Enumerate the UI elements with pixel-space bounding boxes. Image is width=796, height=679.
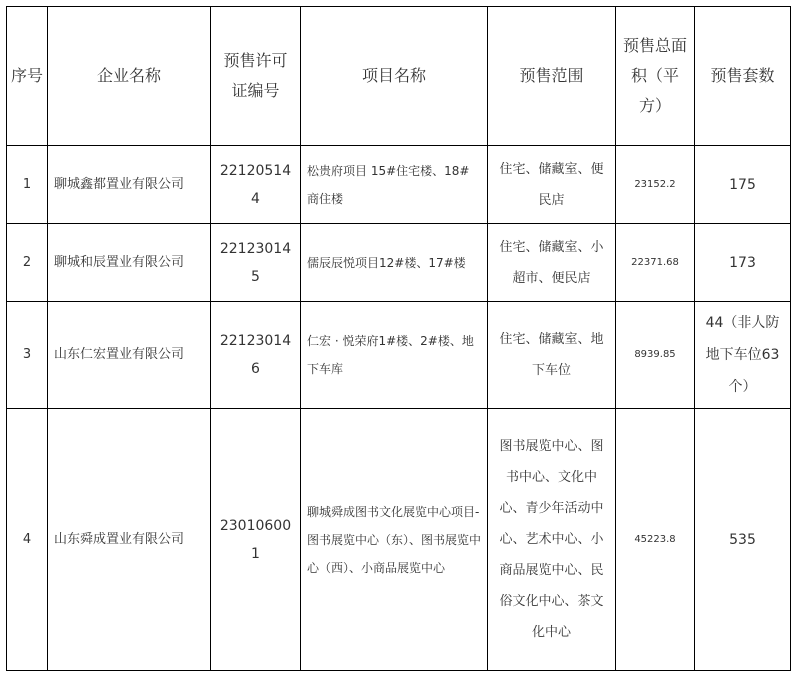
table-row <box>7 409 791 671</box>
cell-permit: 221230146 <box>211 302 301 409</box>
cell-scope: 住宅、储藏室、地下车位 <box>488 302 616 409</box>
cell-permit: 221230145 <box>211 224 301 302</box>
cell-seq: 2 <box>7 224 48 302</box>
cell-area: 23152.2 <box>616 146 695 224</box>
cell-units: 173 <box>695 224 791 302</box>
cell-units: 535 <box>695 409 791 671</box>
cell-area: 22371.68 <box>616 224 695 302</box>
cell-scope: 住宅、储藏室、便民店 <box>488 146 616 224</box>
header-units: 预售套数 <box>695 7 791 146</box>
cell-project: 松贵府项目 15#住宅楼、18#商住楼 <box>301 146 488 224</box>
cell-seq: 3 <box>7 302 48 409</box>
cell-company: 山东舜成置业有限公司 <box>48 409 211 671</box>
cell-units: 44（非人防地下车位63个） <box>695 302 791 409</box>
cell-units: 175 <box>695 146 791 224</box>
cell-seq: 1 <box>7 146 48 224</box>
presale-permit-table <box>6 6 791 671</box>
cell-seq: 4 <box>7 409 48 671</box>
cell-project: 儒辰辰悦项目12#楼、17#楼 <box>301 224 488 302</box>
cell-project: 仁宏 · 悦荣府1#楼、2#楼、地下车库 <box>301 302 488 409</box>
cell-company: 山东仁宏置业有限公司 <box>48 302 211 409</box>
cell-project: 聊城舜成图书文化展览中心项目-图书展览中心（东）、图书展览中心（西）、小商品展览中心 <box>301 409 488 671</box>
cell-company: 聊城和辰置业有限公司 <box>48 224 211 302</box>
cell-permit: 230106001 <box>211 409 301 671</box>
cell-area: 8939.85 <box>616 302 695 409</box>
cell-scope: 住宅、储藏室、小超市、便民店 <box>488 224 616 302</box>
header-area: 预售总面积（平方） <box>616 7 695 146</box>
header-row <box>7 7 791 146</box>
table-row <box>7 302 791 409</box>
cell-company: 聊城鑫都置业有限公司 <box>48 146 211 224</box>
header-seq: 序号 <box>7 7 48 146</box>
header-company: 企业名称 <box>48 7 211 146</box>
cell-scope: 图书展览中心、图书中心、文化中心、青少年活动中心、艺术中心、小商品展览中心、民俗文化中心、茶文化中心 <box>488 409 616 671</box>
header-scope: 预售范围 <box>488 7 616 146</box>
cell-area: 45223.8 <box>616 409 695 671</box>
table-row <box>7 224 791 302</box>
table-row <box>7 146 791 224</box>
header-project: 项目名称 <box>301 7 488 146</box>
cell-permit: 221205144 <box>211 146 301 224</box>
header-permit: 预售许可证编号 <box>211 7 301 146</box>
